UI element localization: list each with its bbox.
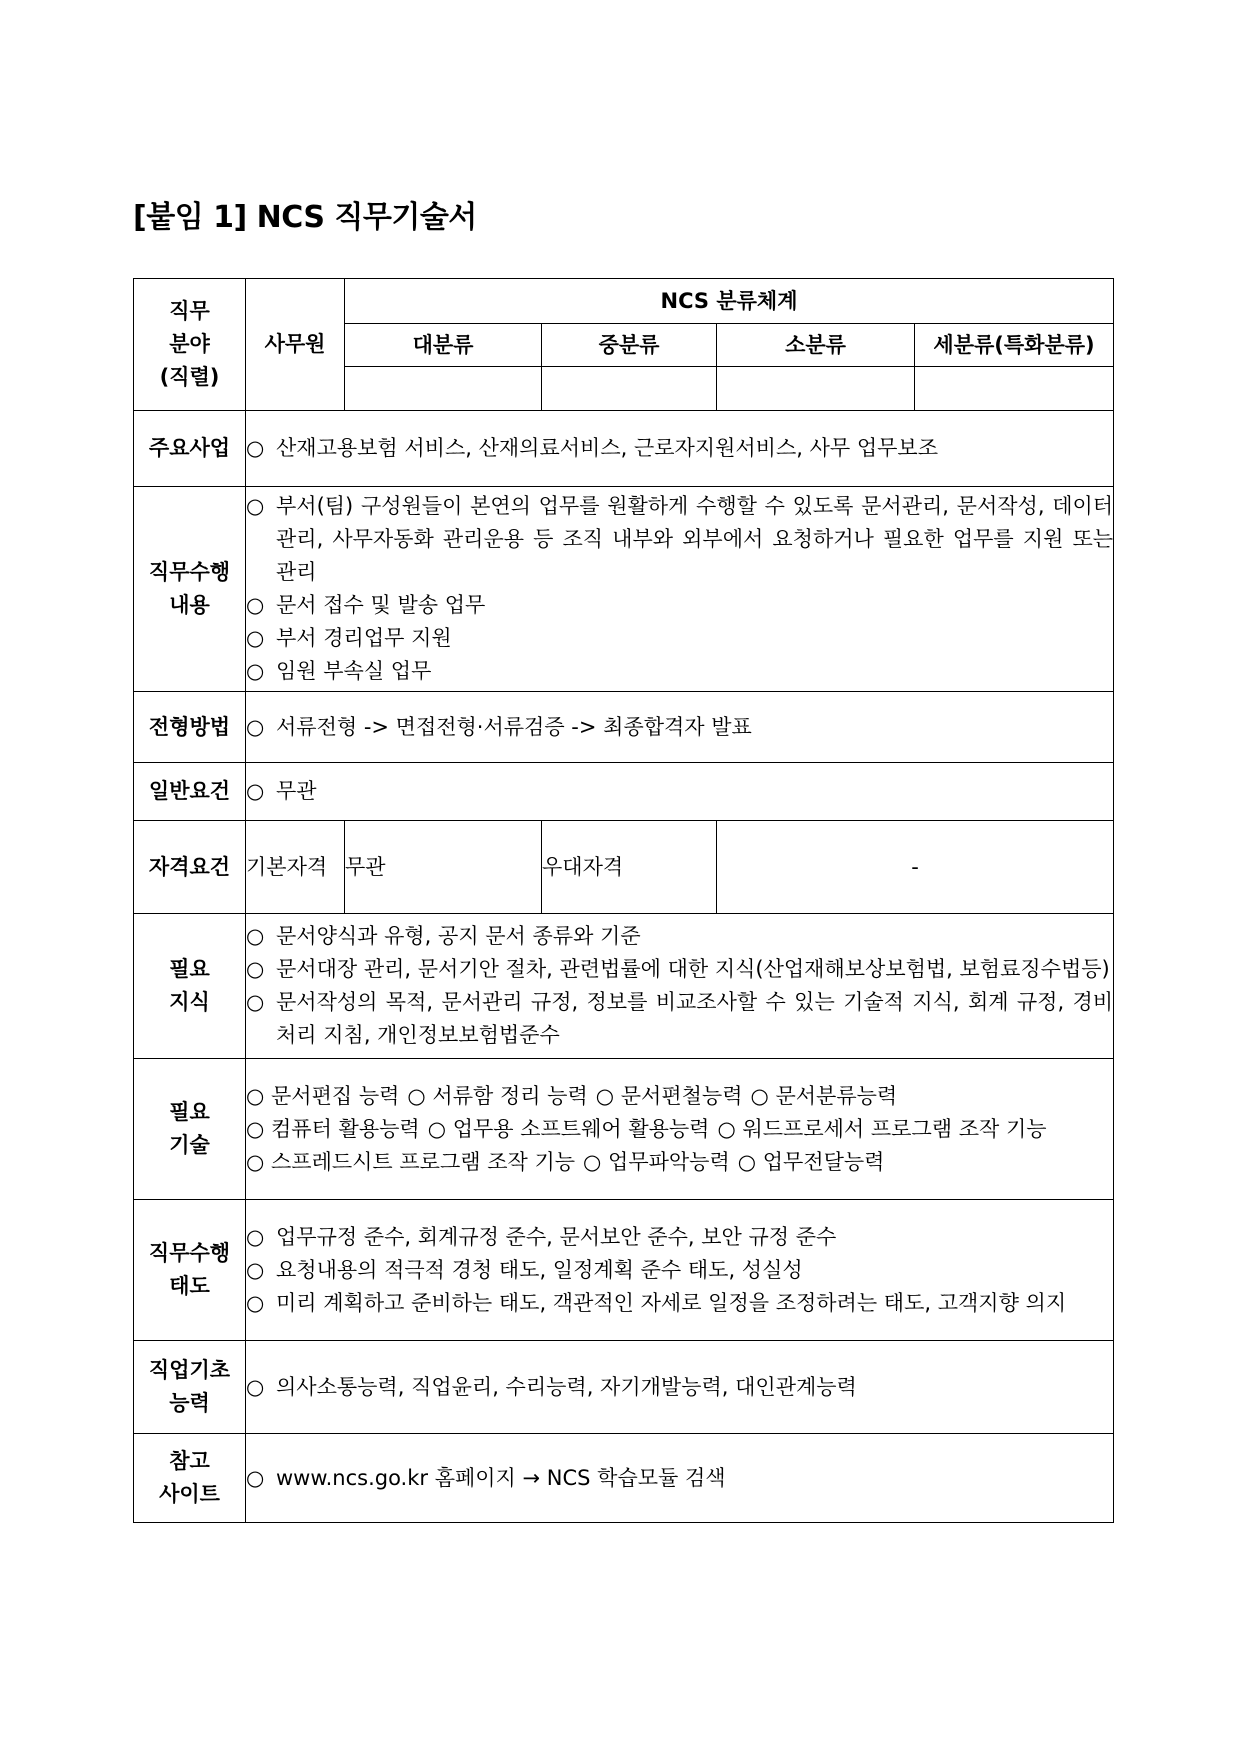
label-text: 필요 지식 <box>169 957 210 1014</box>
selection-content <box>246 692 1114 763</box>
skill-item: 문서편집 능력 <box>271 1083 400 1108</box>
selection-label <box>134 692 246 763</box>
preferred-qualification-label: 우대자격 <box>542 821 717 914</box>
bullet-item <box>246 920 1113 953</box>
circle-bullet-icon: ○ <box>246 659 265 683</box>
circle-bullet-icon: ○ <box>717 1116 743 1141</box>
bullet-item <box>246 711 1113 744</box>
minor-category-cell <box>717 367 915 411</box>
main-business-list <box>246 432 1113 465</box>
skills-line <box>246 1113 1113 1146</box>
bullet-item <box>246 1462 1113 1495</box>
bullet-item <box>246 432 1113 465</box>
circle-bullet-icon: ○ <box>246 593 265 617</box>
duties-list <box>246 490 1113 688</box>
bullet-text: 문서작성의 목적, 문서관리 규정, 정보를 비교조사할 수 있는 기술적 지식, 회계 규정, 경비처리 지침, 개인정보보험법준수 <box>276 990 1114 1047</box>
basic-qualification-label: 기본자격 <box>246 821 345 914</box>
circle-bullet-icon: ○ <box>750 1083 776 1108</box>
circle-bullet-icon: ○ <box>246 1116 271 1141</box>
attitude-content <box>246 1200 1114 1341</box>
skill-item: 업무용 소프트웨어 활용능력 <box>452 1116 710 1141</box>
knowledge-content <box>246 914 1114 1059</box>
attitude-label <box>134 1200 246 1341</box>
bullet-item <box>246 953 1113 986</box>
preferred-qualification-value: - <box>717 821 1114 914</box>
label-text: 직무수행 내용 <box>148 560 231 617</box>
bullet-item <box>246 1287 1113 1320</box>
duties-label <box>134 487 246 692</box>
col-major-category: 대분류 <box>345 324 542 367</box>
col-minor-category: 소분류 <box>717 324 915 367</box>
attitude-list <box>246 1221 1113 1320</box>
skill-item: 업무파악능력 <box>608 1149 730 1174</box>
circle-bullet-icon: ○ <box>737 1149 763 1174</box>
bullet-text: 요청내용의 적극적 경청 태도, 일정계획 준수 태도, 성실성 <box>276 1257 803 1282</box>
label-text: 참고 사이트 <box>159 1449 220 1506</box>
bullet-text: 문서 접수 및 발송 업무 <box>276 593 486 617</box>
knowledge-list <box>246 920 1113 1052</box>
qualification-label <box>134 821 246 914</box>
bullet-item <box>246 490 1113 589</box>
skills-list <box>246 1080 1113 1179</box>
circle-bullet-icon: ○ <box>246 436 265 460</box>
middle-category-cell <box>542 367 717 411</box>
basic-ability-label <box>134 1341 246 1434</box>
skills-line <box>246 1146 1113 1179</box>
reference-label <box>134 1434 246 1523</box>
label-text: 자격요건 <box>148 854 231 879</box>
circle-bullet-icon: ○ <box>246 990 265 1014</box>
circle-bullet-icon: ○ <box>246 924 265 948</box>
skill-item: 문서편철능력 <box>620 1083 743 1108</box>
circle-bullet-icon: ○ <box>246 494 265 518</box>
bullet-item <box>246 655 1113 688</box>
label-text: 주요사업 <box>148 436 231 460</box>
job-field-label <box>134 279 246 411</box>
circle-bullet-icon: ○ <box>246 1224 265 1249</box>
circle-bullet-icon: ○ <box>583 1149 609 1174</box>
bullet-item <box>246 775 1113 808</box>
bullet-text: 부서(팀) 구성원들이 본연의 업무를 원활하게 수행할 수 있도록 문서관리, 문서작성, 데이터 관리, 사무자동화 관리운용 등 조직 내부와 외부에서 요청하거나 필요한 업무를 지원 또는 관리 <box>276 494 1114 584</box>
label-text: 직무 분야 (직렬) <box>159 299 220 389</box>
circle-bullet-icon: ○ <box>246 1257 265 1282</box>
bullet-item <box>246 1254 1113 1287</box>
bullet-item <box>246 622 1113 655</box>
col-detail-category: 세분류(특화분류) <box>915 324 1114 367</box>
reference-list <box>246 1462 1113 1495</box>
skill-item: 워드프로세서 프로그램 조작 기능 <box>742 1116 1047 1141</box>
circle-bullet-icon: ○ <box>246 779 265 803</box>
duties-content <box>246 487 1114 692</box>
skill-item: 서류함 정리 능력 <box>432 1083 588 1108</box>
bullet-text: 임원 부속실 업무 <box>276 659 432 683</box>
knowledge-label <box>134 914 246 1059</box>
bullet-text: 산재고용보험 서비스, 산재의료서비스, 근로자지원서비스, 사무 업무보조 <box>276 436 938 460</box>
col-middle-category: 중분류 <box>542 324 717 367</box>
bullet-text: 업무규정 준수, 회계규정 준수, 문서보안 준수, 보안 규정 준수 <box>276 1224 837 1249</box>
general-req-list <box>246 775 1113 808</box>
circle-bullet-icon: ○ <box>246 714 265 739</box>
label-text: 일반요건 <box>148 779 231 803</box>
job-field-value: 사무원 <box>246 279 345 411</box>
ncs-classification-label: NCS 분류체계 <box>345 279 1114 324</box>
major-category-cell <box>345 367 542 411</box>
reference-content <box>246 1434 1114 1523</box>
circle-bullet-icon: ○ <box>407 1083 433 1108</box>
page-title: [붙임 1] NCS 직무기술서 <box>133 200 477 235</box>
circle-bullet-icon: ○ <box>595 1083 621 1108</box>
bullet-text: 의사소통능력, 직업윤리, 수리능력, 자기개발능력, 대인관계능력 <box>276 1374 857 1399</box>
detail-category-cell <box>915 367 1114 411</box>
bullet-text: 문서대장 관리, 문서기안 절차, 관련법률에 대한 지식(산업재해보상보험법, 보험료징수법등) <box>276 957 1110 981</box>
circle-bullet-icon: ○ <box>427 1116 453 1141</box>
skills-line <box>246 1080 1113 1113</box>
bullet-text: 무관 <box>276 779 317 803</box>
circle-bullet-icon: ○ <box>246 1149 271 1174</box>
bullet-item <box>246 589 1113 622</box>
basic-ability-list <box>246 1371 1113 1404</box>
skill-item: 스프레드시트 프로그램 조작 기능 <box>271 1149 576 1174</box>
circle-bullet-icon: ○ <box>246 1465 265 1490</box>
bullet-text: 문서양식과 유형, 공지 문서 종류와 기준 <box>276 924 641 948</box>
general-req-label <box>134 763 246 821</box>
bullet-text: 미리 계획하고 준비하는 태도, 객관적인 자세로 일정을 조정하려는 태도, 고객지향 의지 <box>276 1290 1067 1315</box>
label-text: 전형방법 <box>148 714 231 739</box>
bullet-text: 부서 경리업무 지원 <box>276 626 452 650</box>
general-req-content <box>246 763 1114 821</box>
basic-ability-content <box>246 1341 1114 1434</box>
selection-list <box>246 711 1113 744</box>
bullet-item <box>246 1221 1113 1254</box>
circle-bullet-icon: ○ <box>246 957 265 981</box>
skills-label <box>134 1059 246 1200</box>
bullet-item <box>246 986 1113 1052</box>
circle-bullet-icon: ○ <box>246 626 265 650</box>
bullet-text: 서류전형 -> 면접전형·서류검증 -> 최종합격자 발표 <box>276 714 752 739</box>
circle-bullet-icon: ○ <box>246 1083 271 1108</box>
main-business-label <box>134 411 246 487</box>
skill-item: 컴퓨터 활용능력 <box>271 1116 420 1141</box>
skill-item: 업무전달능력 <box>762 1149 885 1174</box>
circle-bullet-icon: ○ <box>246 1290 265 1315</box>
bullet-text: www.ncs.go.kr 홈페이지 → NCS 학습모듈 검색 <box>276 1465 726 1490</box>
skills-content <box>246 1059 1114 1200</box>
label-text: 필요 기술 <box>169 1100 210 1157</box>
circle-bullet-icon: ○ <box>246 1374 265 1399</box>
label-text: 직무수행 태도 <box>148 1241 231 1298</box>
label-text: 직업기초 능력 <box>148 1358 231 1415</box>
skill-item: 문서분류능력 <box>775 1083 898 1108</box>
basic-qualification-value: 무관 <box>345 821 542 914</box>
job-description-table <box>133 278 1114 1523</box>
main-business-content <box>246 411 1114 487</box>
bullet-item <box>246 1371 1113 1404</box>
